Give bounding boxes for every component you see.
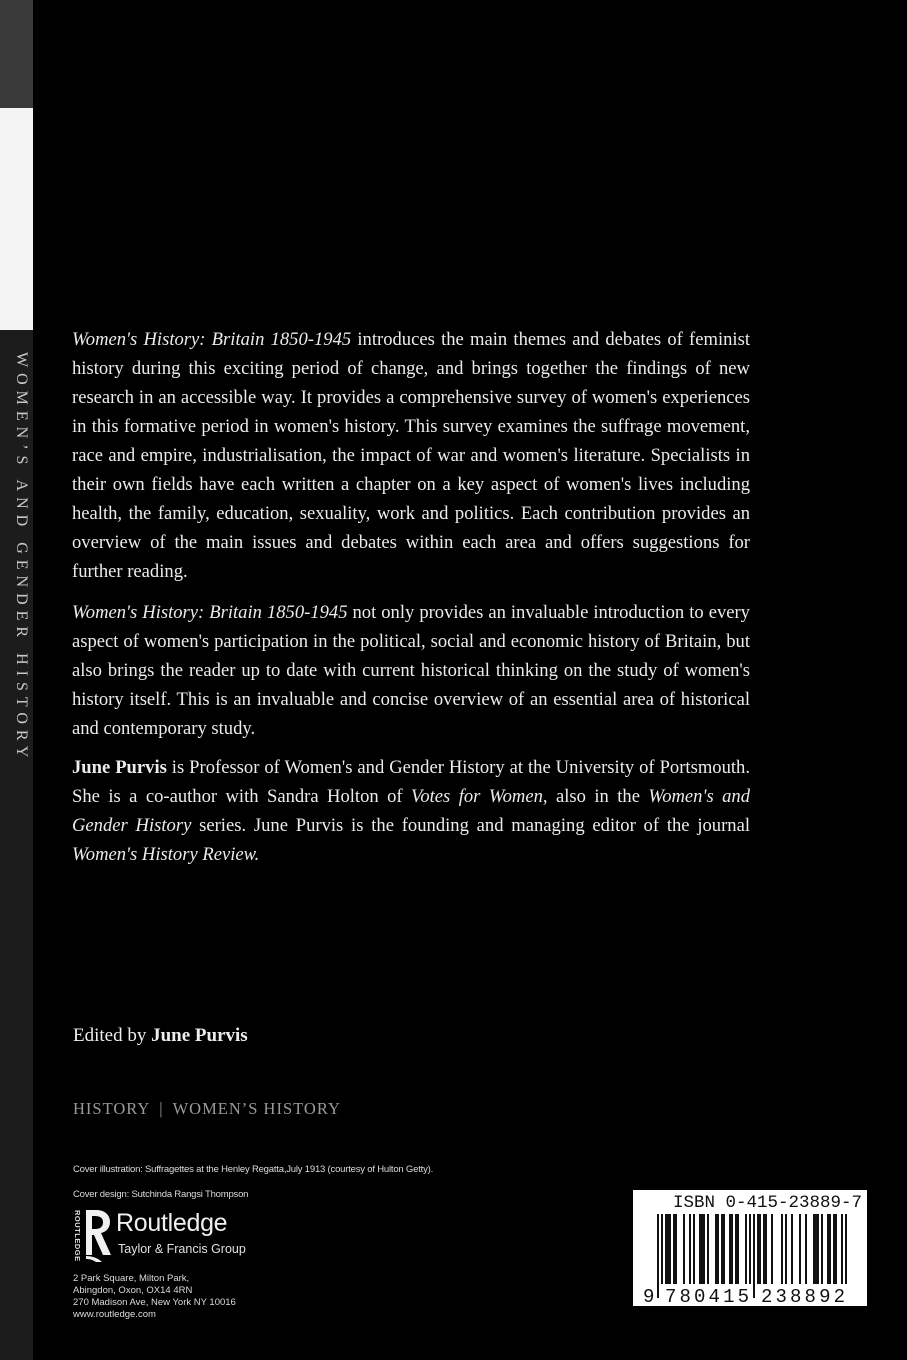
barcode-bar xyxy=(833,1214,835,1286)
barcode-bar xyxy=(701,1214,703,1286)
barcode-bar xyxy=(835,1214,837,1286)
barcode-bar xyxy=(723,1214,725,1286)
editor-name: June Purvis xyxy=(151,1025,248,1046)
barcode-bar xyxy=(827,1214,829,1286)
bio-text: , also in the xyxy=(542,786,649,807)
barcode-bar xyxy=(799,1214,801,1286)
barcode-bar xyxy=(717,1214,719,1286)
bio-text: series. June Purvis is the founding and managing editor of the journal xyxy=(191,815,750,836)
back-cover-blurb xyxy=(72,325,750,879)
barcode-group-2: 238892 xyxy=(761,1286,845,1306)
barcode-bar xyxy=(669,1214,671,1286)
address-line: 270 Madison Ave, New York NY 10016 xyxy=(73,1297,236,1308)
bio-italic-journal: Women's History Review. xyxy=(72,844,260,865)
bio-italic-title: Votes for Women xyxy=(411,786,543,807)
subject-separator: | xyxy=(159,1099,164,1118)
subject-categories xyxy=(73,1099,341,1119)
isbn-number: ISBN 0-415-23889-7 xyxy=(673,1193,863,1213)
barcode-bar xyxy=(703,1214,705,1286)
barcode-bar xyxy=(673,1214,675,1286)
barcode-bar xyxy=(665,1214,667,1286)
barcode-bar xyxy=(757,1214,759,1286)
spine-top-band xyxy=(0,0,33,108)
barcode-bar xyxy=(735,1214,737,1286)
routledge-logo xyxy=(70,1206,270,1266)
subject-history: HISTORY xyxy=(73,1099,151,1118)
barcode-bar xyxy=(763,1214,765,1286)
book-title-italic: Women's History: Britain 1850-1945 xyxy=(72,602,348,623)
author-bio xyxy=(72,753,750,869)
edited-by-line xyxy=(73,1025,248,1047)
barcode-bar xyxy=(805,1214,807,1286)
bio-italic-series: Women's and Gender History xyxy=(72,786,750,836)
edited-by-prefix: Edited by xyxy=(73,1025,152,1046)
barcode-bar xyxy=(821,1214,823,1286)
barcode-bar xyxy=(813,1214,815,1286)
barcode-bar xyxy=(753,1214,755,1298)
barcode-bar xyxy=(745,1214,747,1286)
barcode-bar xyxy=(815,1214,817,1286)
barcode-first-digit: 9 xyxy=(643,1286,655,1306)
barcode-bar xyxy=(729,1214,731,1286)
barcode-bar xyxy=(683,1214,685,1286)
barcode-bar xyxy=(781,1214,783,1286)
bio-text: is Professor of Women's and Gender History at the University of Portsmouth. She is a co-author with Sandra Holton of xyxy=(72,757,750,807)
author-name: June Purvis xyxy=(72,757,167,778)
spine-white-band xyxy=(0,108,33,330)
barcode-bar xyxy=(721,1214,723,1286)
routledge-r-icon xyxy=(84,1208,112,1264)
spine-series-title: WOMEN’S AND GENDER HISTORY xyxy=(13,352,30,764)
barcode-bar xyxy=(715,1214,717,1286)
blurb-paragraph-2 xyxy=(72,598,750,743)
barcode-bar xyxy=(785,1214,787,1286)
barcode-bar xyxy=(699,1214,701,1286)
publisher-group: Taylor & Francis Group xyxy=(118,1242,246,1256)
barcode-bar xyxy=(657,1214,659,1298)
book-title-italic: Women's History: Britain 1850-1945 xyxy=(72,329,352,350)
barcode-bar xyxy=(689,1214,691,1286)
barcode-bar xyxy=(765,1214,767,1286)
address-line: 2 Park Square, Milton Park, xyxy=(73,1273,190,1284)
cover-design-credit: Cover design: Sutchinda Rangsi Thompson xyxy=(73,1189,249,1200)
barcode-bar xyxy=(829,1214,831,1286)
blurb-text: not only provides an invaluable introduction to every aspect of women's participation in the political, social and economic history of Britain, but also brings the reader up to date with current historical thinking on the study of women's history itself. This is an invaluable and concise overview of an essential area of historical and contemporary study. xyxy=(72,602,750,739)
blurb-paragraph-1 xyxy=(72,325,750,586)
isbn-barcode xyxy=(633,1190,867,1306)
publisher-website: www.routledge.com xyxy=(73,1309,156,1320)
barcode-bar xyxy=(791,1214,793,1286)
barcode-bar xyxy=(771,1214,773,1286)
barcode-bar xyxy=(675,1214,677,1286)
publisher-name: Routledge xyxy=(116,1209,228,1237)
subject-womens-history: WOMEN’S HISTORY xyxy=(172,1099,341,1118)
barcode-group-1: 780415 xyxy=(665,1286,749,1306)
barcode-bar xyxy=(693,1214,695,1286)
barcode-bar xyxy=(737,1214,739,1286)
barcode-bar xyxy=(707,1214,709,1286)
barcode-bar xyxy=(667,1214,669,1286)
barcode-bar xyxy=(731,1214,733,1286)
blurb-text: introduces the main themes and debates of feminist history during this exciting period of change, and brings together the findings of new research in an accessible way. It provides a comprehensive survey of women's experiences in this formative period in women's history. This survey examines the suffrage movement, race and empire, industrialisation, the impact of war and women's literature. Specialists in their own fields have each written a chapter on a key aspect of women's lives including health, the family, education, sexuality, work and politics. Each contribution provides an overview of the main issues and debates within each area and offers suggestions for further reading. xyxy=(72,329,750,582)
cover-illustration-credit: Cover illustration: Suffragettes at the Henley Regatta,July 1913 (courtesy of Hulton Getty). xyxy=(73,1164,434,1175)
barcode-bar xyxy=(817,1214,819,1286)
barcode-bar xyxy=(759,1214,761,1286)
logo-vertical-name: ROUTLEDGE xyxy=(73,1210,82,1262)
publisher-address xyxy=(73,1273,236,1321)
barcode-bars xyxy=(633,1214,867,1306)
address-line: Abingdon, Oxon, OX14 4RN xyxy=(73,1285,193,1296)
